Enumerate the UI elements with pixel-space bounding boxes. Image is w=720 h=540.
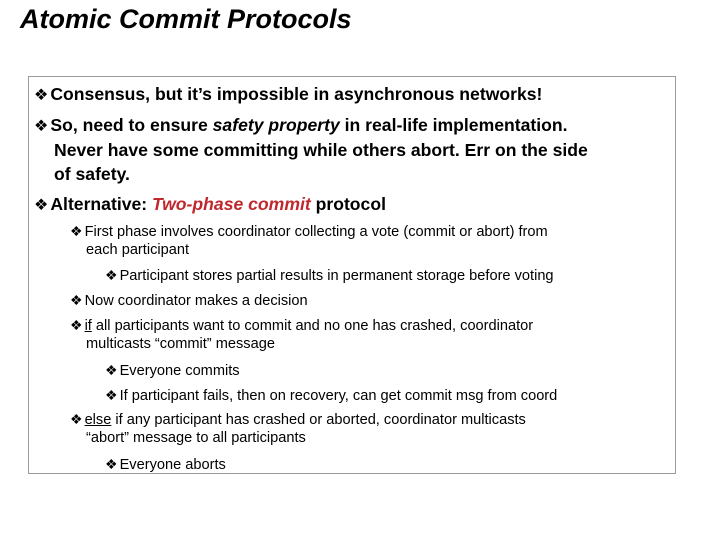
bullet-if-commit: ❖ if all participants want to commit and no one has crashed, coordinator xyxy=(70,317,534,334)
safety-property-emphasis: safety property xyxy=(212,115,340,135)
bullet-alternative: ❖ Alternative: Two-phase commit protocol xyxy=(34,194,386,214)
diamond-bullet-icon: ❖ xyxy=(105,362,118,378)
diamond-bullet-icon: ❖ xyxy=(105,387,118,403)
bullet-safety-line-2: Never have some committing while others abort. Err on the side xyxy=(54,140,588,160)
if-keyword: if xyxy=(84,318,92,334)
bullet-first-phase: ❖ First phase involves coordinator collecting a vote (commit or abort) from xyxy=(70,223,548,240)
bullet-participant-fails: ❖ If participant fails, then on recovery, can get commit msg from coord xyxy=(105,387,558,404)
bullet-everyone-commits: ❖ Everyone commits xyxy=(105,362,240,379)
diamond-bullet-icon: ❖ xyxy=(34,118,49,135)
bullet-else-abort-line-2: “abort” message to all participants xyxy=(86,430,306,446)
bullet-if-commit-line-2: multicasts “commit” message xyxy=(86,336,275,352)
bullet-consensus: ❖ Consensus, but it’s impossible in asynchronous networks! xyxy=(34,84,543,104)
two-phase-commit-highlight: Two-phase commit xyxy=(152,194,311,214)
bullet-safety-line-3: of safety. xyxy=(54,164,130,184)
diamond-bullet-icon: ❖ xyxy=(70,223,83,239)
else-keyword: else xyxy=(84,412,112,428)
slide-title: Atomic Commit Protocols xyxy=(20,4,352,34)
diamond-bullet-icon: ❖ xyxy=(34,197,49,214)
bullet-else-abort: ❖ else if any participant has crashed or aborted, coordinator multicasts xyxy=(70,411,526,428)
bullet-everyone-aborts: ❖ Everyone aborts xyxy=(105,456,226,473)
diamond-bullet-icon: ❖ xyxy=(105,267,118,283)
diamond-bullet-icon: ❖ xyxy=(70,292,83,308)
bullet-safety: ❖ So, need to ensure safety property in real-life implementation. xyxy=(34,115,568,135)
diamond-bullet-icon: ❖ xyxy=(105,456,118,472)
diamond-bullet-icon: ❖ xyxy=(34,87,49,104)
bullet-first-phase-line-2: each participant xyxy=(86,242,190,258)
bullet-decision: ❖ Now coordinator makes a decision xyxy=(70,292,308,309)
bullet-participant-stores: ❖ Participant stores partial results in permanent storage before voting xyxy=(105,267,554,284)
diamond-bullet-icon: ❖ xyxy=(70,317,83,333)
diamond-bullet-icon: ❖ xyxy=(70,411,83,427)
